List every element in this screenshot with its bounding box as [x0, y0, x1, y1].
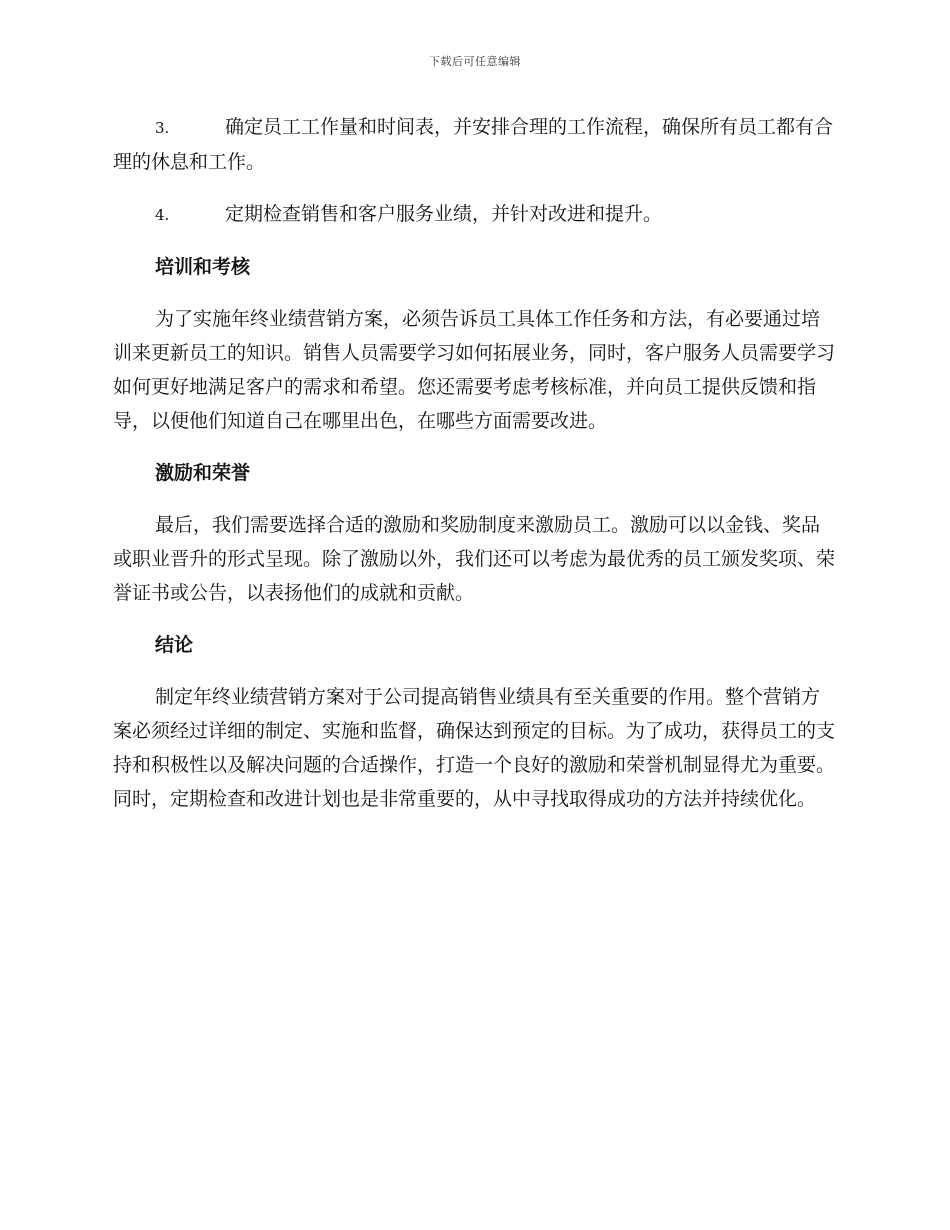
section-heading-conclusion: 结论 — [155, 634, 194, 656]
list-item-3 — [113, 110, 835, 179]
list-number: 3. — [155, 119, 170, 137]
list-item-text: 确定员工工作量和时间表，并安排合理的工作流程，确保所有员工都有合理的休息和工作。 — [113, 116, 834, 173]
page-header: 下载后可任意编辑 — [429, 55, 521, 68]
section-body-incentive: 最后，我们需要选择合适的激励和奖励制度来激励员工。激励可以以金钱、奖品或职业晋升的形式呈现。除了激励以外，我们还可以考虑为最优秀的员工颁发奖项、荣誉证书或公告，以表扬他们的成就和贡献。 — [113, 514, 836, 604]
document-body — [113, 110, 835, 834]
list-item-4 — [113, 197, 835, 232]
list-number: 4. — [155, 206, 170, 224]
section-heading-incentive: 激励和荣誉 — [155, 462, 251, 484]
section-heading-training: 培训和考核 — [155, 256, 251, 278]
section-body-training: 为了实施年终业绩营销方案，必须告诉员工具体工作任务和方法，有必要通过培训来更新员工的知识。销售人员需要学习如何拓展业务，同时，客户服务人员需要学习如何更好地满足客户的需求和希望。您还需要考虑考核标准，并向员工提供反馈和指导，以便他们知道自己在哪里出色，在哪些方面需要改进。 — [113, 308, 836, 432]
section-body-conclusion: 制定年终业绩营销方案对于公司提高销售业绩具有至关重要的作用。整个营销方案必须经过详细的制定、实施和监督，确保达到预定的目标。为了成功，获得员工的支持和积极性以及解决问题的合适操作，打造一个良好的激励和荣誉机制显得尤为重要。同时，定期检查和改进计划也是非常重要的，从中寻找取得成功的方法并持续优化。 — [113, 686, 836, 810]
list-item-text: 定期检查销售和客户服务业绩，并针对改进和提升。 — [225, 203, 663, 225]
